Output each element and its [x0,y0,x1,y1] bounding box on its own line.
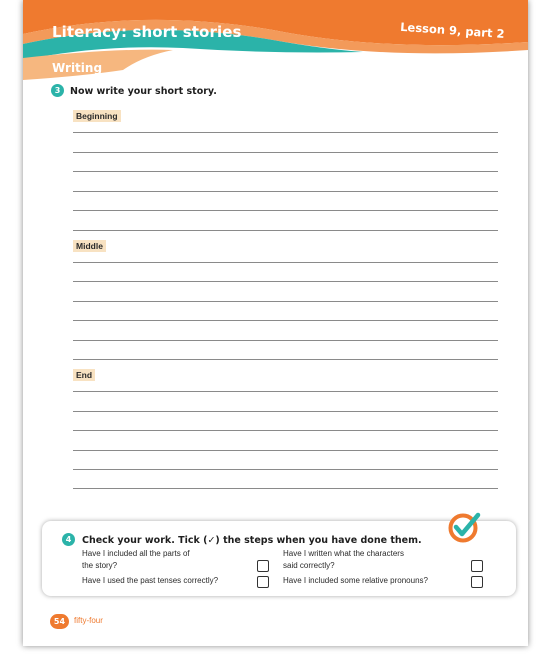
writing-line[interactable] [73,450,498,451]
part-label-middle: Middle [73,240,106,252]
writing-line[interactable] [73,469,498,470]
task-instruction: Now write your short story. [70,86,217,97]
writing-line[interactable] [73,191,498,192]
part-label-end: End [73,369,95,381]
worksheet-page [23,0,528,646]
writing-line[interactable] [73,301,498,302]
writing-line[interactable] [73,171,498,172]
lesson-label: Lesson 9, part 2 [399,19,505,41]
writing-line[interactable] [73,411,498,412]
header-banner [23,0,528,90]
writing-line[interactable] [73,230,498,231]
checklist-checkbox[interactable] [471,576,483,588]
writing-line[interactable] [73,430,498,431]
writing-line[interactable] [73,152,498,153]
part-label-beginning: Beginning [73,110,121,122]
writing-line[interactable] [73,210,498,211]
writing-line[interactable] [73,391,498,392]
checklist-instruction: Check your work. Tick (✓) the steps when you have done them. [82,535,422,546]
checklist-item-text: Have I written what the characters said correctly? [283,549,404,570]
page-number-words: fifty-four [74,616,103,625]
checklist-checkbox[interactable] [471,560,483,572]
checklist-item-text: Have I used the past tenses correctly? [82,576,219,585]
task-number-badge: 4 [62,533,75,546]
writing-line[interactable] [73,488,498,489]
writing-line[interactable] [73,262,498,263]
unit-title: Literacy: short stories [52,23,242,41]
writing-line[interactable] [73,359,498,360]
checklist-item-text: Have I included some relative pronouns? [283,576,428,585]
page-number-badge: 54 [50,614,69,629]
writing-line[interactable] [73,281,498,282]
task-number-badge: 3 [51,84,64,97]
checklist-item-text: Have I included all the parts of the story? [82,549,190,570]
check-badge-icon [447,510,481,544]
section-heading: Writing [52,61,103,75]
checklist-checkbox[interactable] [257,560,269,572]
checklist-panel [42,521,516,596]
writing-line[interactable] [73,320,498,321]
writing-line[interactable] [73,340,498,341]
checklist-checkbox[interactable] [257,576,269,588]
writing-line[interactable] [73,132,498,133]
